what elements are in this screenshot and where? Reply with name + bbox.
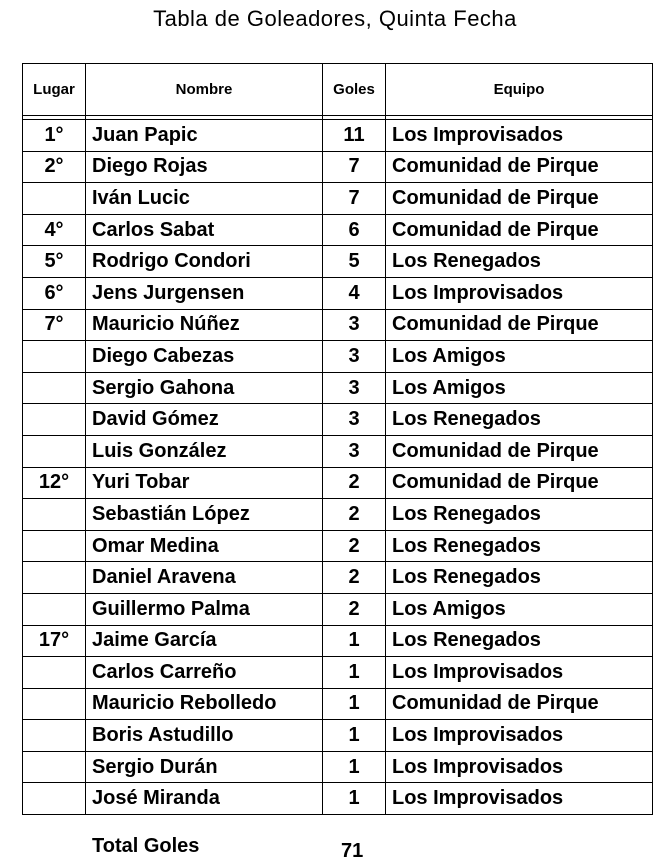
cell-nombre: Diego Cabezas [86, 341, 323, 373]
cell-nombre: Jaime García [86, 625, 323, 657]
cell-lugar [23, 341, 86, 373]
cell-nombre: Sergio Durán [86, 751, 323, 783]
cell-lugar [23, 435, 86, 467]
cell-nombre: Boris Astudillo [86, 720, 323, 752]
cell-goles: 11 [323, 120, 386, 152]
cell-lugar [23, 372, 86, 404]
cell-nombre: Guillermo Palma [86, 593, 323, 625]
header-nombre: Nombre [86, 64, 323, 116]
table-row [23, 625, 653, 657]
cell-nombre: José Miranda [86, 783, 323, 815]
cell-lugar: 1° [23, 120, 86, 152]
cell-goles: 4 [323, 277, 386, 309]
table-row [23, 214, 653, 246]
table-row [23, 183, 653, 215]
table-row [23, 657, 653, 689]
table-row [23, 783, 653, 815]
cell-goles: 3 [323, 309, 386, 341]
cell-nombre: Rodrigo Condori [86, 246, 323, 278]
cell-goles: 1 [323, 625, 386, 657]
cell-goles: 2 [323, 530, 386, 562]
cell-lugar: 5° [23, 246, 86, 278]
table-row [23, 246, 653, 278]
cell-lugar: 4° [23, 214, 86, 246]
cell-nombre: Omar Medina [86, 530, 323, 562]
table-row [23, 404, 653, 436]
table-row [23, 530, 653, 562]
table-row [23, 593, 653, 625]
table-header-row [23, 64, 653, 116]
cell-nombre: Luis González [86, 435, 323, 467]
cell-goles: 3 [323, 341, 386, 373]
cell-lugar [23, 688, 86, 720]
cell-nombre: Jens Jurgensen [86, 277, 323, 309]
cell-goles: 2 [323, 467, 386, 499]
header-equipo: Equipo [386, 64, 653, 116]
cell-goles: 2 [323, 593, 386, 625]
cell-goles: 2 [323, 499, 386, 531]
cell-nombre: Daniel Aravena [86, 562, 323, 594]
cell-goles: 7 [323, 151, 386, 183]
cell-lugar [23, 720, 86, 752]
cell-equipo: Los Amigos [386, 593, 653, 625]
cell-equipo: Los Renegados [386, 404, 653, 436]
cell-equipo: Los Renegados [386, 499, 653, 531]
total-goals-label: Total Goles [92, 835, 200, 857]
cell-lugar: 6° [23, 277, 86, 309]
cell-lugar [23, 562, 86, 594]
cell-equipo: Los Amigos [386, 341, 653, 373]
table-row [23, 151, 653, 183]
cell-lugar: 17° [23, 625, 86, 657]
cell-lugar [23, 783, 86, 815]
cell-nombre: Mauricio Rebolledo [86, 688, 323, 720]
cell-equipo: Los Renegados [386, 530, 653, 562]
table-row [23, 120, 653, 152]
cell-lugar [23, 751, 86, 783]
cell-equipo: Comunidad de Pirque [386, 183, 653, 215]
cell-nombre: Carlos Sabat [86, 214, 323, 246]
cell-lugar: 7° [23, 309, 86, 341]
cell-equipo: Los Improvisados [386, 720, 653, 752]
cell-goles: 1 [323, 751, 386, 783]
cell-equipo: Los Improvisados [386, 657, 653, 689]
scorers-table [22, 63, 653, 815]
cell-goles: 5 [323, 246, 386, 278]
cell-equipo: Los Improvisados [386, 120, 653, 152]
cell-lugar [23, 657, 86, 689]
table-row [23, 499, 653, 531]
table-row [23, 688, 653, 720]
cell-goles: 3 [323, 372, 386, 404]
header-lugar: Lugar [23, 64, 86, 116]
total-goals-value: 71 [341, 840, 364, 862]
table-row [23, 309, 653, 341]
table-row [23, 277, 653, 309]
cell-equipo: Comunidad de Pirque [386, 435, 653, 467]
table-row [23, 435, 653, 467]
cell-goles: 1 [323, 688, 386, 720]
cell-equipo: Los Renegados [386, 246, 653, 278]
table-row [23, 372, 653, 404]
cell-equipo: Los Renegados [386, 625, 653, 657]
cell-equipo: Comunidad de Pirque [386, 467, 653, 499]
cell-goles: 1 [323, 657, 386, 689]
cell-nombre: Sebastián López [86, 499, 323, 531]
cell-equipo: Comunidad de Pirque [386, 309, 653, 341]
cell-nombre: Juan Papic [86, 120, 323, 152]
cell-equipo: Los Renegados [386, 562, 653, 594]
cell-goles: 6 [323, 214, 386, 246]
cell-nombre: Mauricio Núñez [86, 309, 323, 341]
cell-nombre: Iván Lucic [86, 183, 323, 215]
table-row [23, 341, 653, 373]
table-body [23, 116, 653, 815]
cell-equipo: Los Improvisados [386, 751, 653, 783]
cell-nombre: Diego Rojas [86, 151, 323, 183]
cell-nombre: David Gómez [86, 404, 323, 436]
cell-equipo: Comunidad de Pirque [386, 151, 653, 183]
cell-equipo: Comunidad de Pirque [386, 688, 653, 720]
table-row [23, 720, 653, 752]
cell-lugar [23, 593, 86, 625]
cell-lugar [23, 499, 86, 531]
cell-lugar: 2° [23, 151, 86, 183]
cell-nombre: Carlos Carreño [86, 657, 323, 689]
cell-equipo: Los Improvisados [386, 277, 653, 309]
cell-goles: 1 [323, 720, 386, 752]
cell-goles: 1 [323, 783, 386, 815]
cell-goles: 2 [323, 562, 386, 594]
cell-lugar [23, 530, 86, 562]
cell-goles: 7 [323, 183, 386, 215]
cell-lugar [23, 404, 86, 436]
cell-goles: 3 [323, 435, 386, 467]
table-row [23, 562, 653, 594]
header-goles: Goles [323, 64, 386, 116]
cell-goles: 3 [323, 404, 386, 436]
page-title: Tabla de Goleadores, Quinta Fecha [153, 6, 517, 31]
cell-equipo: Los Amigos [386, 372, 653, 404]
cell-equipo: Comunidad de Pirque [386, 214, 653, 246]
cell-lugar [23, 183, 86, 215]
cell-equipo: Los Improvisados [386, 783, 653, 815]
cell-lugar: 12° [23, 467, 86, 499]
cell-nombre: Yuri Tobar [86, 467, 323, 499]
cell-nombre: Sergio Gahona [86, 372, 323, 404]
table-row [23, 751, 653, 783]
table-row [23, 467, 653, 499]
